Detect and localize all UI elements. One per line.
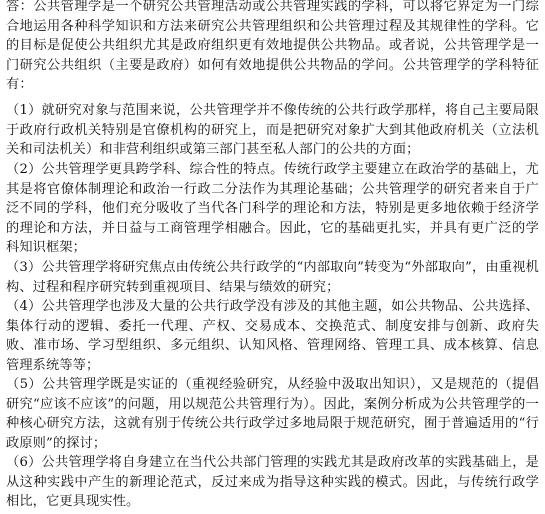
feature-paragraph-2: （2）公共管理学更具跨学科、综合性的特点。传统行政学主要建立在政治学的基础上，尤其是将官僚体制理论和政治一行政二分法作为其理论基础；公共管理学的研究者来自于广泛不同的学科，他们充分吸收了当代各门科学的理论和方法，特别是更多地依赖于经济学的理论和方法，并日益与工商管理学相融合。因此，它的基础更扎实，并具有更广泛的学科知识框架； — [6, 162, 539, 255]
feature-paragraph-3: （3）公共管理学将研究焦点由传统公共行政学的“内部取向”转变为“外部取向”，由重视机构、过程和程序研究转到重视项目、结果与绩效的研究； — [6, 260, 539, 295]
feature-paragraph-1: （1）就研究对象与范围来说，公共管理学并不像传统的公共行政学那样，将自己主要局限于政府行政机关特别是官僚机构的研究上，而是把研究对象扩大到其他政府机关（立法机关和司法机关）和非营利组织或第三部门甚至私人部门的公共的方面； — [6, 103, 539, 157]
feature-paragraph-4: （4）公共管理学也涉及大量的公共行政学没有涉及的其他主题，如公共物品、公共选择、集体行动的逻辑、委托一代理、产权、交易成本、交换范式、制度安排与创新、政府失败、准市场、学习型组织、多元组织、认知风格、管理网络、管理工具、成本核算、信息管理系统等等； — [6, 299, 539, 373]
feature-paragraph-6: （6）公共管理学将自身建立在当代公共部门管理的实践尤其是政府改革的实践基础上，是从这种实践中产生的新理论范式，反过来成为指导这种实践的模式。因此，与传统行政学相比，它更具现实性。 — [6, 455, 539, 509]
intro-paragraph: 答：公共管理学是一个研究公共管理活动或公共管理实践的学科，可以将它界定为一门综合地运用各种科学知识和方法来研究公共管理组织和公共管理过程及其规律性的学科。它的目标是促使公共组织尤其是政府组织更有效地提供公共物品。或者说，公共管理学是一门研究公共组织（主要是政府）如何有效地提供公共物品的学问。公共管理学的学科特征有： — [6, 0, 539, 92]
feature-paragraph-5: （5）公共管理学既是实证的（重视经验研究，从经验中汲取出知识），又是规范的（提倡研究“应该不应该”的问题，用以规范公共管理行为）。因此，案例分析成为公共管理学的一种核心研究方法，这就有别于传统公共行政学过多地局限于规范研究，囿于普遍适用的“行政原则”的探讨； — [6, 377, 539, 451]
